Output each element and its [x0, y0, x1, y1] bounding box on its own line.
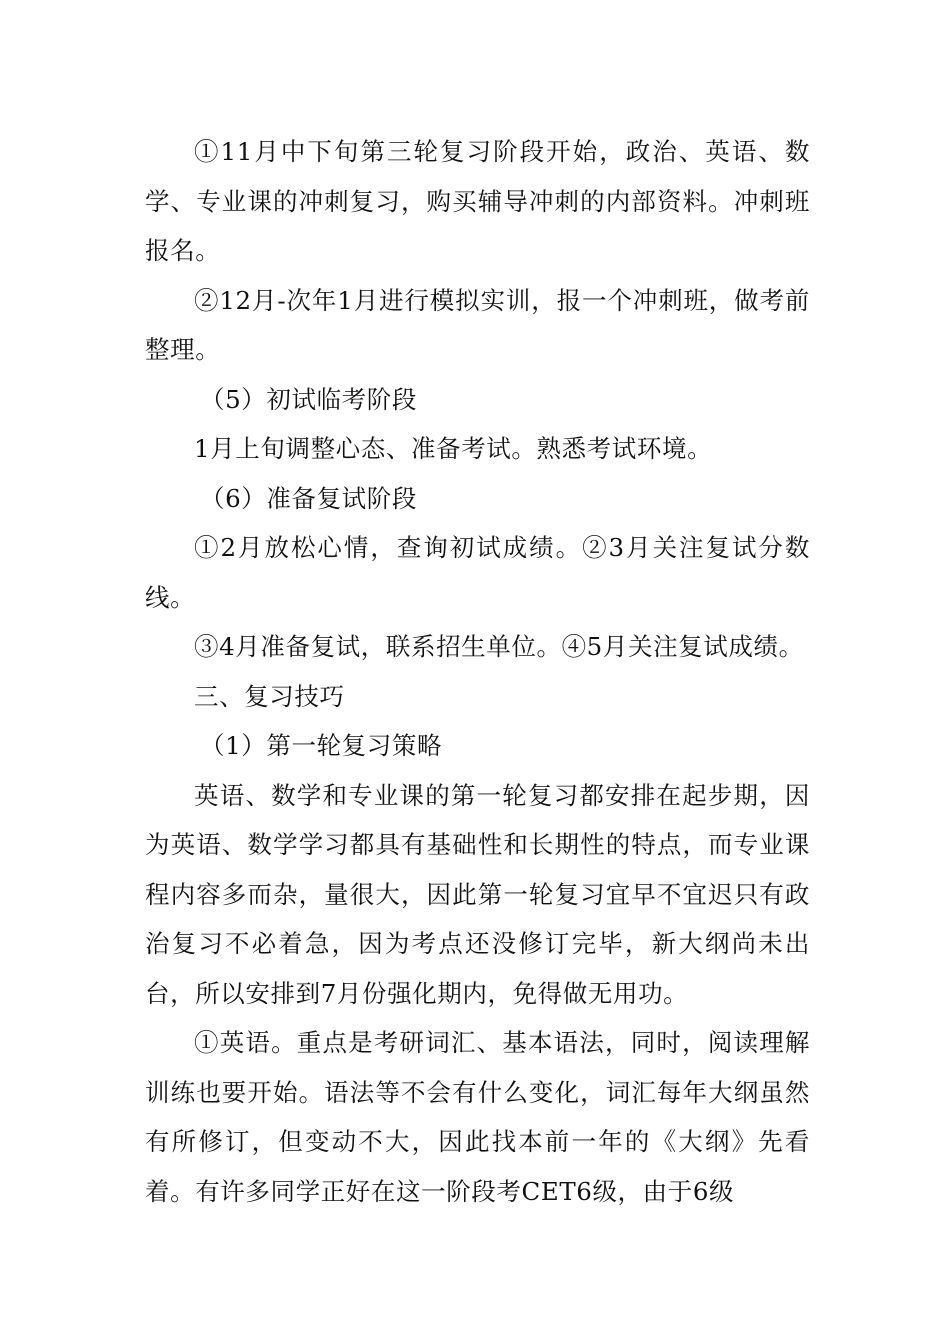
heading-retest-preparation-stage: （6）准备复试阶段: [200, 483, 417, 513]
paragraph-round-three-sprint: ①11月中下旬第三轮复习阶段开始，政治、英语、数学、专业课的冲刺复习，购买辅导冲刺的内部资料。冲刺班报名。: [145, 137, 810, 265]
paragraph-feb-march-plan: ①2月放松心情，查询初试成绩。②3月关注复试分数线。: [145, 533, 810, 612]
paragraph-english-review: ①英语。重点是考研词汇、基本语法，同时，阅读理解训练也要开始。语法等不会有什么变化，词汇每年大纲虽然有所修订，但变动不大，因此找本前一年的《大纲》先看着。有许多同学正好在这一阶段考CET6级，由于6级: [145, 1028, 810, 1206]
heading-first-round-strategy: （1）第一轮复习策略: [200, 731, 443, 760]
paragraph-january-preparation: 1月上旬调整心态、准备考试。熟悉考试环境。: [194, 434, 713, 463]
paragraph-april-may-plan: ③4月准备复试，联系招生单位。④5月关注复试成绩。: [194, 632, 804, 661]
paragraph-first-round-overview: 英语、数学和专业课的第一轮复习都安排在起步期，因为英语、数学学习都具有基础性和长期性的特点，而专业课程内容多而杂，量很大，因此第一轮复习宜早不宜迟只有政治复习不必着急，因为考点还没修订完毕，新大纲尚未出台，所以安排到7月份强化期内，免得做无用功。: [145, 780, 810, 1008]
heading-preliminary-exam-stage: （5）初试临考阶段: [200, 384, 417, 414]
paragraph-mock-training: ②12月-次年1月进行模拟实训，报一个冲刺班，做考前整理。: [145, 285, 810, 364]
heading-review-techniques: 三、复习技巧: [194, 681, 345, 711]
document-body: [145, 127, 810, 1216]
